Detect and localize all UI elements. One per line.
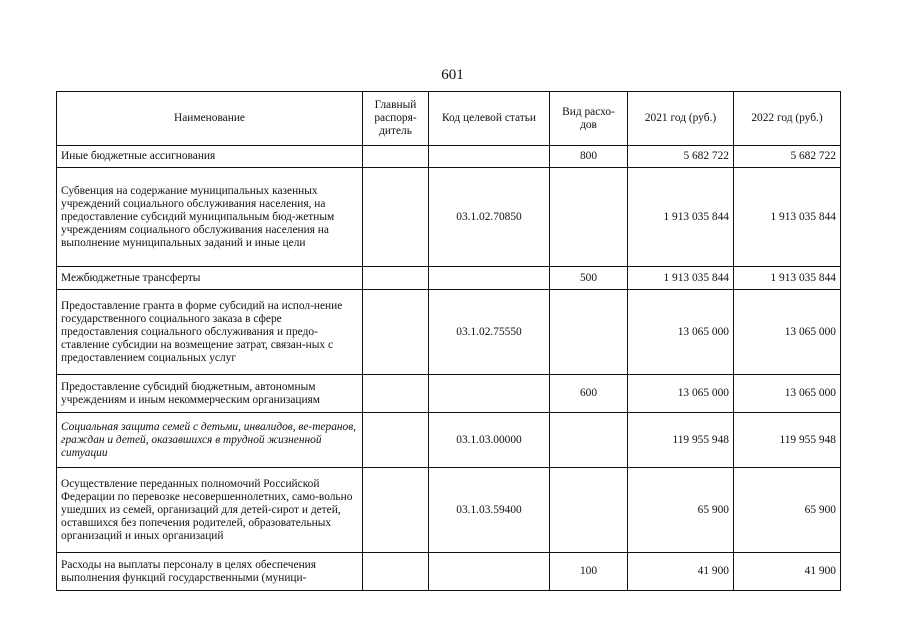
page-number: 601: [441, 67, 464, 83]
row-admin: [363, 290, 429, 375]
table-row: [57, 168, 841, 267]
header-admin: Главный распоря-дитель: [363, 92, 429, 146]
row-2021: 5 682 722: [628, 146, 734, 168]
row-2021: 13 065 000: [628, 375, 734, 413]
header-row: [57, 92, 841, 146]
row-2022: 5 682 722: [734, 146, 841, 168]
row-2021: 1 913 035 844: [628, 267, 734, 290]
row-code: [429, 375, 550, 413]
row-type: [550, 413, 628, 468]
row-code: [429, 146, 550, 168]
table-row: [57, 267, 841, 290]
row-2021: 13 065 000: [628, 290, 734, 375]
row-type: [550, 468, 628, 553]
row-name: Межбюджетные трансферты: [57, 267, 363, 290]
row-admin: [363, 168, 429, 267]
row-2022: 1 913 035 844: [734, 168, 841, 267]
row-code: [429, 553, 550, 591]
row-admin: [363, 553, 429, 591]
row-code: [429, 267, 550, 290]
row-type: 600: [550, 375, 628, 413]
table-row: [57, 553, 841, 591]
row-type: 800: [550, 146, 628, 168]
row-admin: [363, 146, 429, 168]
table-row: [57, 290, 841, 375]
row-2022: 1 913 035 844: [734, 267, 841, 290]
row-admin: [363, 413, 429, 468]
table-row: [57, 413, 841, 468]
header-type: Вид расхо-дов: [550, 92, 628, 146]
row-name: Иные бюджетные ассигнования: [57, 146, 363, 168]
table-row: [57, 146, 841, 168]
table-row: [57, 468, 841, 553]
row-name: Субвенция на содержание муниципальных казенных учреждений социального обслуживания населения, на предоставление субсидий муниципальным бюд-жетным учреждениям социального обслуживания населения на выполнение муниципальных заданий и иные цели: [57, 168, 363, 267]
header-code: Код целевой статьи: [429, 92, 550, 146]
row-2022: 65 900: [734, 468, 841, 553]
row-name: Предоставление гранта в форме субсидий на испол-нение государственного социального заказа в сфере предоставления социального обслуживания и предо-ставление субсидии на возмещение затрат, связан-ных с предоставлением социальных услуг: [57, 290, 363, 375]
row-name: Предоставление субсидий бюджетным, автономным учреждениям и иным некоммерческим организациям: [57, 375, 363, 413]
row-2022: 119 955 948: [734, 413, 841, 468]
row-type: [550, 290, 628, 375]
row-code: 03.1.02.75550: [429, 290, 550, 375]
row-2022: 13 065 000: [734, 375, 841, 413]
row-name: Социальная защита семей с детьми, инвалидов, ве-теранов, граждан и детей, оказавшихся в трудной жизненной ситуации: [57, 413, 363, 468]
row-2021: 1 913 035 844: [628, 168, 734, 267]
table-row: [57, 375, 841, 413]
row-admin: [363, 375, 429, 413]
row-type: [550, 168, 628, 267]
row-code: 03.1.03.59400: [429, 468, 550, 553]
budget-table: [56, 91, 841, 591]
header-name: Наименование: [57, 92, 363, 146]
row-type: 100: [550, 553, 628, 591]
row-code: 03.1.02.70850: [429, 168, 550, 267]
row-admin: [363, 267, 429, 290]
row-name: Расходы на выплаты персоналу в целях обеспечения выполнения функций государственными (муници-: [57, 553, 363, 591]
row-2021: 119 955 948: [628, 413, 734, 468]
row-2021: 65 900: [628, 468, 734, 553]
row-2022: 13 065 000: [734, 290, 841, 375]
row-2021: 41 900: [628, 553, 734, 591]
row-2022: 41 900: [734, 553, 841, 591]
header-2021: 2021 год (руб.): [628, 92, 734, 146]
row-name: Осуществление переданных полномочий Российской Федерации по перевозке несовершеннолетних, само-вольно ушедших из семей, организаций для детей-сирот и детей, оставшихся без попечения родителей, образовательных организаций и иных организаций: [57, 468, 363, 553]
header-2022: 2022 год (руб.): [734, 92, 841, 146]
row-type: 500: [550, 267, 628, 290]
row-code: 03.1.03.00000: [429, 413, 550, 468]
row-admin: [363, 468, 429, 553]
